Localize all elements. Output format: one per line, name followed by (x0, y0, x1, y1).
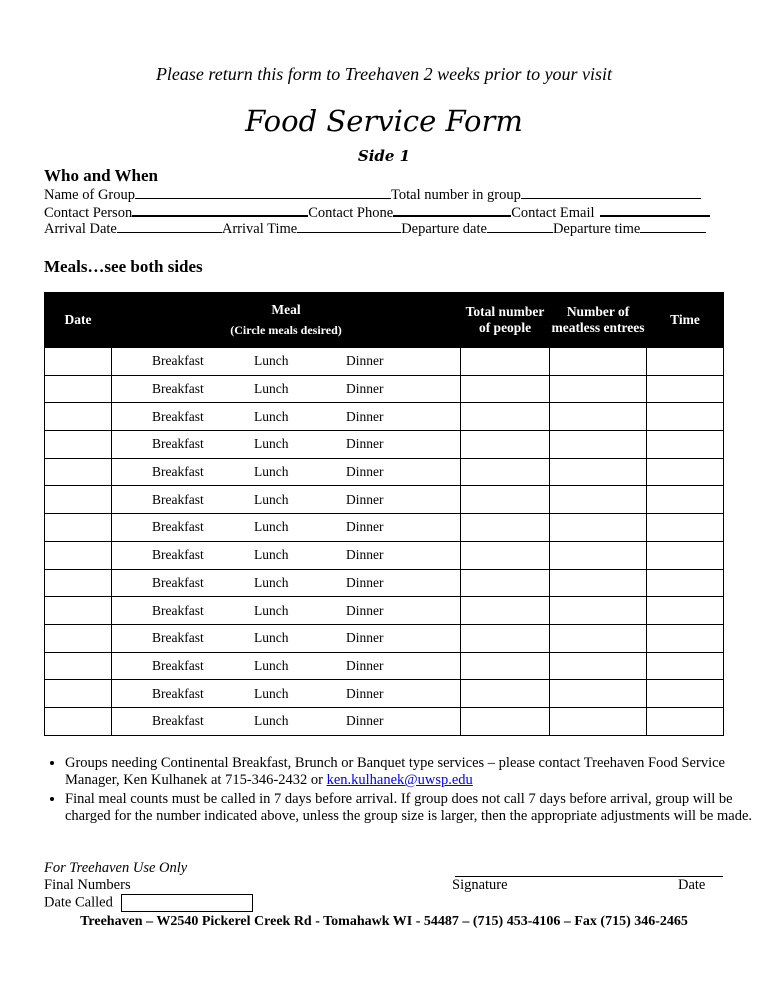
meal-option-dinner[interactable]: Dinner (346, 574, 384, 590)
meal-option-breakfast[interactable]: Breakfast (152, 436, 204, 452)
total-people-cell[interactable] (461, 680, 550, 708)
form-title: Food Service Form (245, 104, 523, 138)
col-meal-label: Meal (271, 302, 301, 317)
meal-cell[interactable] (112, 597, 461, 625)
meal-options (112, 492, 460, 508)
meal-option-breakfast[interactable]: Breakfast (152, 491, 204, 507)
date-cell[interactable] (45, 514, 112, 542)
total-people-cell[interactable] (461, 569, 550, 597)
return-note: Please return this form to Treehaven 2 weeks prior to your visit (155, 64, 613, 84)
meal-option-lunch[interactable]: Lunch (254, 491, 289, 507)
meal-cell[interactable] (112, 541, 461, 569)
meal-option-lunch[interactable]: Lunch (254, 630, 289, 646)
meal-options (112, 658, 460, 674)
meal-cell[interactable] (112, 403, 461, 431)
meal-cell[interactable] (112, 514, 461, 542)
time-cell[interactable] (647, 431, 724, 459)
meal-option-dinner[interactable]: Dinner (346, 464, 384, 480)
total-people-cell[interactable] (461, 458, 550, 486)
date-cell[interactable] (45, 569, 112, 597)
date-cell[interactable] (45, 348, 112, 376)
meal-option-dinner[interactable]: Dinner (346, 408, 384, 424)
meal-cell[interactable] (112, 652, 461, 680)
meal-option-breakfast[interactable]: Breakfast (152, 547, 204, 563)
meal-options (112, 630, 460, 646)
meal-option-dinner[interactable]: Dinner (346, 713, 384, 729)
meals-table (44, 292, 724, 736)
time-cell[interactable] (647, 541, 724, 569)
meal-option-dinner[interactable]: Dinner (346, 630, 384, 646)
time-cell[interactable] (647, 652, 724, 680)
meal-option-dinner[interactable]: Dinner (346, 519, 384, 535)
meatless-cell[interactable] (550, 652, 647, 680)
col-total-people: Total number of people (461, 293, 550, 348)
table-row (45, 348, 724, 376)
meatless-cell[interactable] (550, 348, 647, 376)
total-people-cell[interactable] (461, 348, 550, 376)
meal-option-lunch[interactable]: Lunch (254, 436, 289, 452)
date-cell[interactable] (45, 486, 112, 514)
table-row (45, 597, 724, 625)
contact-person-field[interactable] (132, 202, 308, 217)
meal-option-breakfast[interactable]: Breakfast (152, 685, 204, 701)
meal-cell[interactable] (112, 348, 461, 376)
time-cell[interactable] (647, 624, 724, 652)
meal-option-breakfast[interactable]: Breakfast (152, 574, 204, 590)
total-people-cell[interactable] (461, 403, 550, 431)
contact-email-field[interactable] (600, 202, 710, 217)
date-cell[interactable] (45, 458, 112, 486)
signature-label: Signature (452, 877, 508, 893)
meal-options (112, 603, 460, 619)
arrival-time-label: Arrival Time (221, 221, 298, 237)
meal-cell[interactable] (112, 431, 461, 459)
meal-cell[interactable] (112, 375, 461, 403)
table-row (45, 541, 724, 569)
notes-list (40, 755, 755, 827)
meal-options (112, 713, 460, 729)
total-people-cell[interactable] (461, 624, 550, 652)
table-row (45, 431, 724, 459)
meal-options (112, 575, 460, 591)
date-cell[interactable] (45, 652, 112, 680)
email-link[interactable]: ken.kulhanek@uwsp.edu (326, 772, 473, 788)
meals-header-row (45, 293, 724, 348)
total-people-cell[interactable] (461, 514, 550, 542)
total-people-cell[interactable] (461, 597, 550, 625)
col-meal (112, 293, 461, 348)
meatless-cell[interactable] (550, 569, 647, 597)
meal-option-breakfast[interactable]: Breakfast (152, 381, 204, 397)
table-row (45, 375, 724, 403)
table-row (45, 707, 724, 735)
meal-options (112, 353, 460, 369)
contact-person-label: Contact Person (44, 205, 133, 221)
date-called-label: Date Called (44, 894, 113, 911)
note-final-counts: • Final meal counts must be called in 7 days before arrival. If group does not call 7 days before arrival, group will be charged for the number indicated above, unless the group size is larger, then the appropriate adjustments will be made. (65, 791, 755, 825)
table-row (45, 514, 724, 542)
meal-option-breakfast[interactable]: Breakfast (152, 353, 204, 369)
table-row (45, 486, 724, 514)
departure-date-label: Departure date (401, 221, 487, 237)
meal-option-lunch[interactable]: Lunch (254, 519, 289, 535)
meal-option-dinner[interactable]: Dinner (346, 436, 384, 452)
total-people-cell[interactable] (461, 486, 550, 514)
meal-option-breakfast[interactable]: Breakfast (152, 602, 204, 618)
table-row (45, 569, 724, 597)
meal-option-breakfast[interactable]: Breakfast (152, 657, 204, 673)
meal-options (112, 519, 460, 535)
meatless-cell[interactable] (550, 375, 647, 403)
meatless-cell[interactable] (550, 597, 647, 625)
departure-time-label: Departure time (552, 221, 641, 237)
contact-phone-label: Contact Phone (308, 205, 394, 221)
row-dates (44, 219, 706, 238)
meal-option-dinner[interactable]: Dinner (346, 547, 384, 563)
meal-cell[interactable] (112, 624, 461, 652)
col-time: Time (647, 293, 724, 348)
meal-cell[interactable] (112, 569, 461, 597)
total-people-cell[interactable] (461, 375, 550, 403)
meal-option-lunch[interactable]: Lunch (254, 353, 289, 369)
note-continental (65, 755, 755, 789)
departure-time-field[interactable] (640, 219, 706, 233)
total-people-cell[interactable] (461, 541, 550, 569)
meal-cell[interactable] (112, 486, 461, 514)
name-of-group-field[interactable] (135, 185, 391, 199)
final-numbers-label: Final Numbers (44, 877, 131, 893)
time-cell[interactable] (647, 569, 724, 597)
date-called-box[interactable] (121, 894, 253, 912)
total-people-cell[interactable] (461, 707, 550, 735)
date-cell[interactable] (45, 431, 112, 459)
time-cell[interactable] (647, 458, 724, 486)
arrival-date-label: Arrival Date (44, 221, 117, 237)
total-people-cell[interactable] (461, 652, 550, 680)
date-cell[interactable] (45, 624, 112, 652)
meal-option-lunch[interactable]: Lunch (254, 685, 289, 701)
meal-options (112, 409, 460, 425)
meal-option-dinner[interactable]: Dinner (346, 602, 384, 618)
meal-option-dinner[interactable]: Dinner (346, 657, 384, 673)
meal-cell[interactable] (112, 680, 461, 708)
form-subtitle: Side 1 (357, 147, 411, 165)
meal-option-dinner[interactable]: Dinner (346, 381, 384, 397)
meal-options (112, 464, 460, 480)
table-row (45, 403, 724, 431)
meal-options (112, 547, 460, 563)
col-date: Date (45, 293, 112, 348)
meatless-cell[interactable] (550, 624, 647, 652)
total-in-group-label: Total number in group (391, 187, 521, 203)
table-row (45, 458, 724, 486)
time-cell[interactable] (647, 348, 724, 376)
total-in-group-field[interactable] (521, 185, 701, 199)
meal-cell[interactable] (112, 707, 461, 735)
meal-option-dinner[interactable]: Dinner (346, 685, 384, 701)
meatless-cell[interactable] (550, 458, 647, 486)
office-use-label: For Treehaven Use Only (44, 860, 188, 876)
meal-option-lunch[interactable]: Lunch (254, 408, 289, 424)
footer-address: Treehaven – W2540 Pickerel Creek Rd - Tomahawk WI - 54487 – (715) 453-4106 – Fax (715) 346-2465 (80, 914, 688, 929)
meal-option-dinner[interactable]: Dinner (346, 491, 384, 507)
total-people-cell[interactable] (461, 431, 550, 459)
meal-option-lunch[interactable]: Lunch (254, 713, 289, 729)
meatless-cell[interactable] (550, 514, 647, 542)
meatless-cell[interactable] (550, 431, 647, 459)
table-row (45, 624, 724, 652)
name-of-group-label: Name of Group (44, 187, 136, 203)
time-cell[interactable] (647, 707, 724, 735)
meatless-cell[interactable] (550, 707, 647, 735)
meal-option-lunch[interactable]: Lunch (254, 547, 289, 563)
date-cell[interactable] (45, 597, 112, 625)
who-when-heading: Who and When (44, 166, 159, 185)
meal-option-lunch[interactable]: Lunch (254, 602, 289, 618)
meal-option-breakfast[interactable]: Breakfast (152, 408, 204, 424)
meal-options (112, 686, 460, 702)
arrival-date-field[interactable] (117, 219, 222, 233)
departure-date-field[interactable] (487, 219, 553, 233)
meal-options (112, 436, 460, 452)
meal-option-lunch[interactable]: Lunch (254, 657, 289, 673)
col-meal-sub: (Circle meals desired) (230, 323, 342, 337)
time-cell[interactable] (647, 514, 724, 542)
note-continental-text: Groups needing Continental Breakfast, Brunch or Banquet type services – please contact Treehaven Food Service Manager, Ken Kulhanek at 715-346-2432 or (65, 755, 725, 788)
time-cell[interactable] (647, 680, 724, 708)
table-row (45, 680, 724, 708)
col-meatless: Number of meatless entrees (550, 293, 647, 348)
time-cell[interactable] (647, 375, 724, 403)
date-cell[interactable] (45, 375, 112, 403)
time-cell[interactable] (647, 597, 724, 625)
meal-option-lunch[interactable]: Lunch (254, 381, 289, 397)
meal-option-breakfast[interactable]: Breakfast (152, 630, 204, 646)
time-cell[interactable] (647, 486, 724, 514)
contact-email-label: Contact Email (511, 205, 595, 221)
date-cell[interactable] (45, 680, 112, 708)
meal-option-breakfast[interactable]: Breakfast (152, 464, 204, 480)
arrival-time-field[interactable] (297, 219, 401, 233)
date-cell[interactable] (45, 707, 112, 735)
meatless-cell[interactable] (550, 403, 647, 431)
meal-option-lunch[interactable]: Lunch (254, 464, 289, 480)
meals-heading: Meals…see both sides (44, 257, 203, 276)
table-row (45, 652, 724, 680)
meal-option-breakfast[interactable]: Breakfast (152, 713, 204, 729)
signature-date-label: Date (678, 877, 706, 893)
meatless-cell[interactable] (550, 680, 647, 708)
meal-option-lunch[interactable]: Lunch (254, 574, 289, 590)
date-cell[interactable] (45, 541, 112, 569)
meal-option-dinner[interactable]: Dinner (346, 353, 384, 369)
meal-cell[interactable] (112, 458, 461, 486)
meal-options (112, 381, 460, 397)
meatless-cell[interactable] (550, 486, 647, 514)
date-cell[interactable] (45, 403, 112, 431)
contact-phone-field[interactable] (393, 202, 511, 217)
meal-option-breakfast[interactable]: Breakfast (152, 519, 204, 535)
time-cell[interactable] (647, 403, 724, 431)
meatless-cell[interactable] (550, 541, 647, 569)
date-called-row (44, 894, 253, 912)
